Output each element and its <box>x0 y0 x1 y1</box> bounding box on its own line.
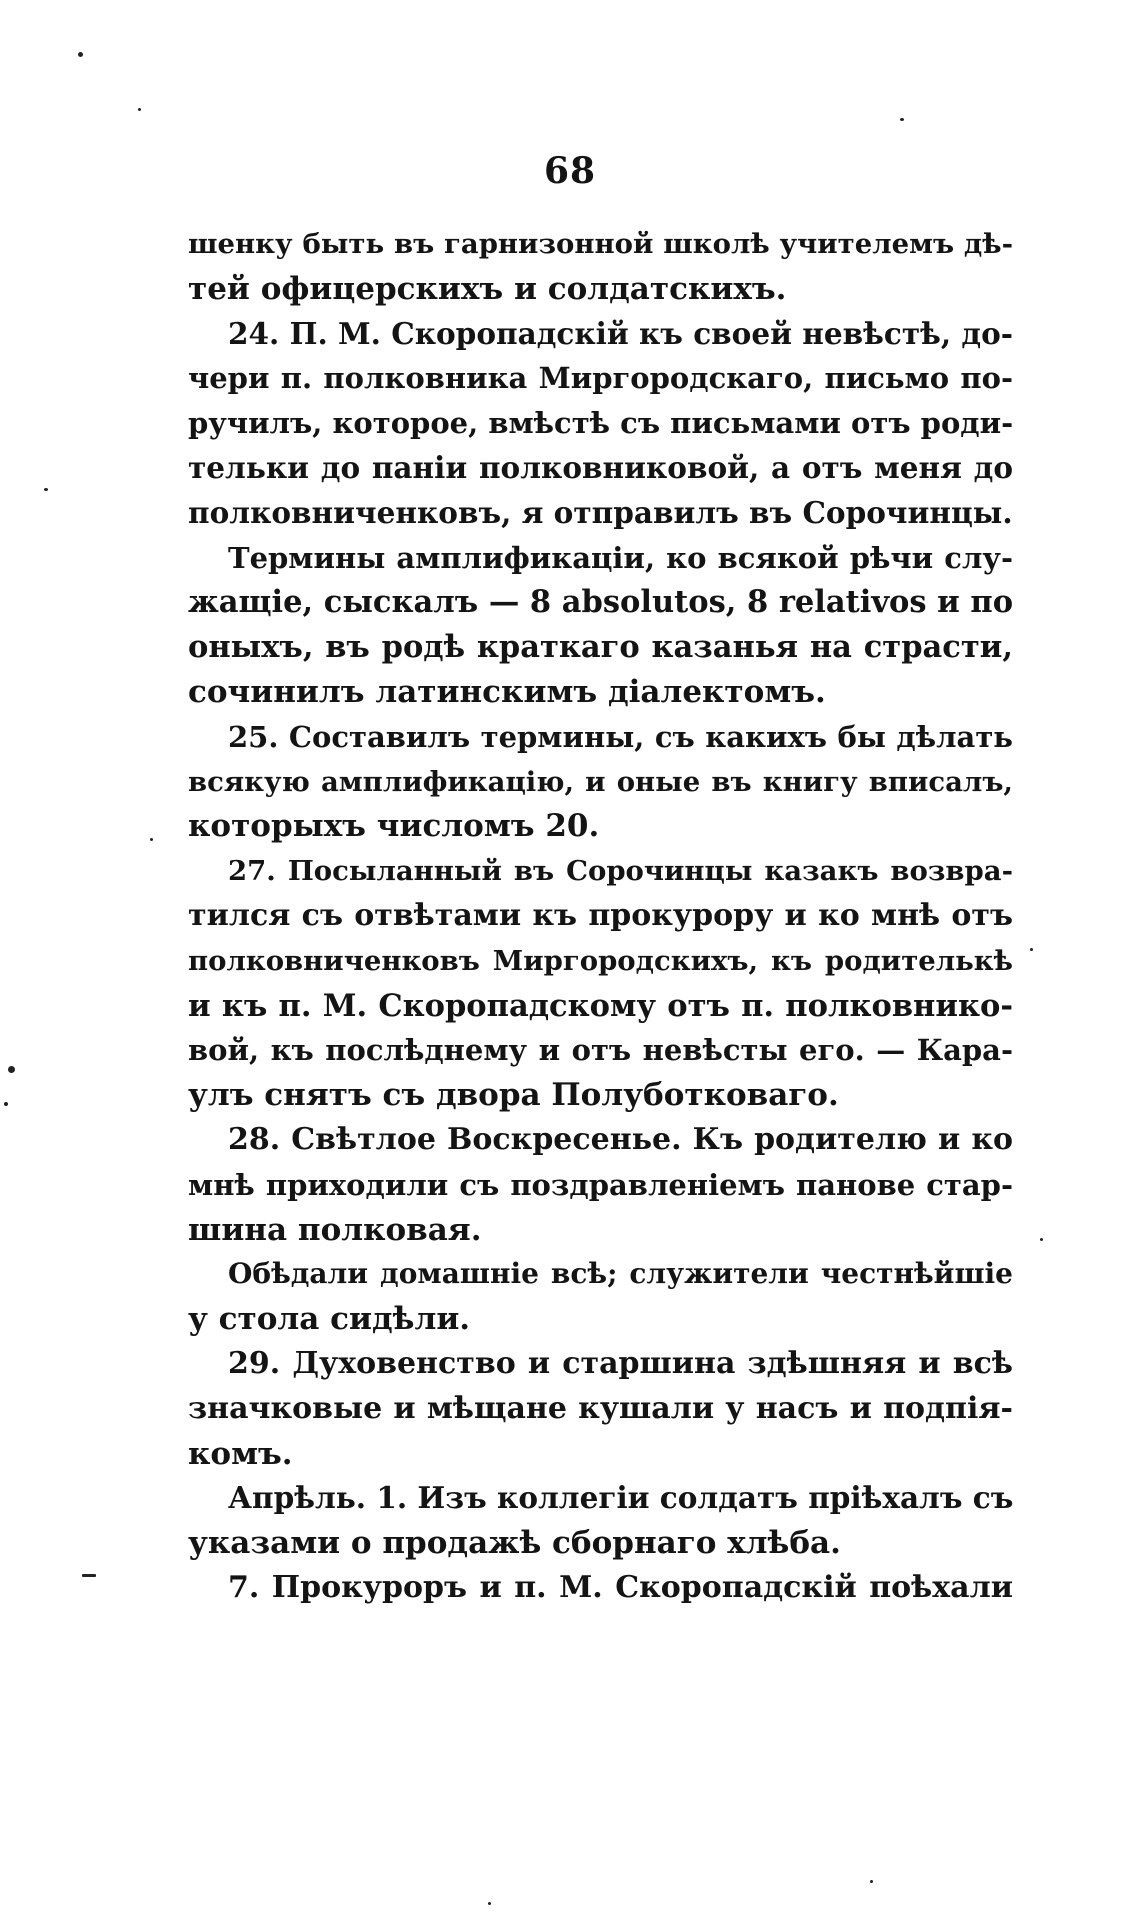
text-line: 7. Прокуроръ и п. М. Скоропадскій поѣхали <box>228 1569 1013 1605</box>
page-number: 68 <box>543 150 597 192</box>
text-line: мнѣ приходили съ поздравленіемъ панове стар- <box>188 1167 1013 1202</box>
text-line: комъ. <box>188 1435 293 1472</box>
scan-speck <box>900 118 904 121</box>
text-line: 28. Свѣтлое Воскресенье. Къ родителю и ко <box>228 1121 1013 1157</box>
text-line: Апрѣль. 1. Изъ коллегіи солдатъ пріѣхалъ съ <box>228 1480 1014 1516</box>
text-line: 25. Составилъ термины, съ какихъ бы дѣлать <box>228 719 1013 754</box>
text-line: указами о продажѣ сборнаго хлѣба. <box>188 1525 841 1562</box>
text-line: которыхъ числомъ 20. <box>188 808 600 845</box>
scan-speck <box>870 1880 873 1883</box>
text-line: 29. Духовенство и старшина здѣшняя и всѣ <box>228 1345 1013 1381</box>
text-line: всякую амплификацію, и оные въ книгу вписалъ, <box>188 765 1013 798</box>
scan-speck <box>1030 948 1033 951</box>
text-line: полковниченковъ, я отправилъ въ Сорочинцы. <box>188 494 1013 530</box>
scan-speck <box>1040 1238 1043 1241</box>
text-line: чери п. полковника Миргородскаго, письмо по- <box>188 361 1013 396</box>
scan-speck <box>4 1102 8 1106</box>
scan-speck <box>44 488 48 491</box>
text-line: сочинилъ латинскимъ діалектомъ. <box>188 673 826 710</box>
text-line: и къ п. М. Скоропадскому отъ п. полковнико- <box>188 987 1013 1024</box>
text-line: 24. П. М. Скоропадскій къ своей невѣстѣ, до- <box>228 315 1013 351</box>
body-text <box>188 222 1013 1611</box>
text-line: тей офицерскихъ и солдатскихъ. <box>188 270 787 307</box>
text-line: тельки до паніи полковниковой, а отъ меня до <box>188 449 1013 485</box>
text-line: оныхъ, въ родѣ краткаго казанья на страсти, <box>188 629 1013 666</box>
text-line: шина полковая. <box>188 1211 482 1248</box>
text-line: жащіе, сыскалъ — 8 absolutos, 8 relativos и по <box>188 584 1014 621</box>
text-line: полковниченковъ Миргородскихъ, къ родителькѣ <box>188 944 1013 977</box>
scan-speck <box>488 1902 491 1905</box>
text-line: ручилъ, которое, вмѣстѣ съ письмами отъ роди- <box>188 406 1014 441</box>
scan-speck <box>138 108 141 111</box>
text-line: шенку быть въ гарнизонной школѣ учителемъ дѣ- <box>188 228 1013 260</box>
text-line: улъ снятъ съ двора Полуботковаго. <box>188 1077 839 1114</box>
scan-speck <box>150 838 153 841</box>
text-line: тился съ отвѣтами къ прокурору и ко мнѣ отъ <box>188 897 1013 933</box>
scan-speck <box>82 1574 96 1577</box>
text-line: у стола сидѣли. <box>188 1301 471 1338</box>
scan-speck <box>8 1066 15 1073</box>
text-line: значковые и мѣщане кушали у насъ и подпія- <box>188 1390 1013 1426</box>
text-line: 27. Посыланный въ Сорочинцы казакъ возвра- <box>228 855 1013 888</box>
text-line: Обѣдали домашніе всѣ; служители честнѣйшіе <box>228 1257 1013 1291</box>
text-line: вой, къ послѣднему и отъ невѣсты его. — Кара- <box>188 1033 1013 1068</box>
text-line: Термины амплификаціи, ко всякой рѣчи слу- <box>228 540 1013 575</box>
scan-speck <box>78 52 83 57</box>
